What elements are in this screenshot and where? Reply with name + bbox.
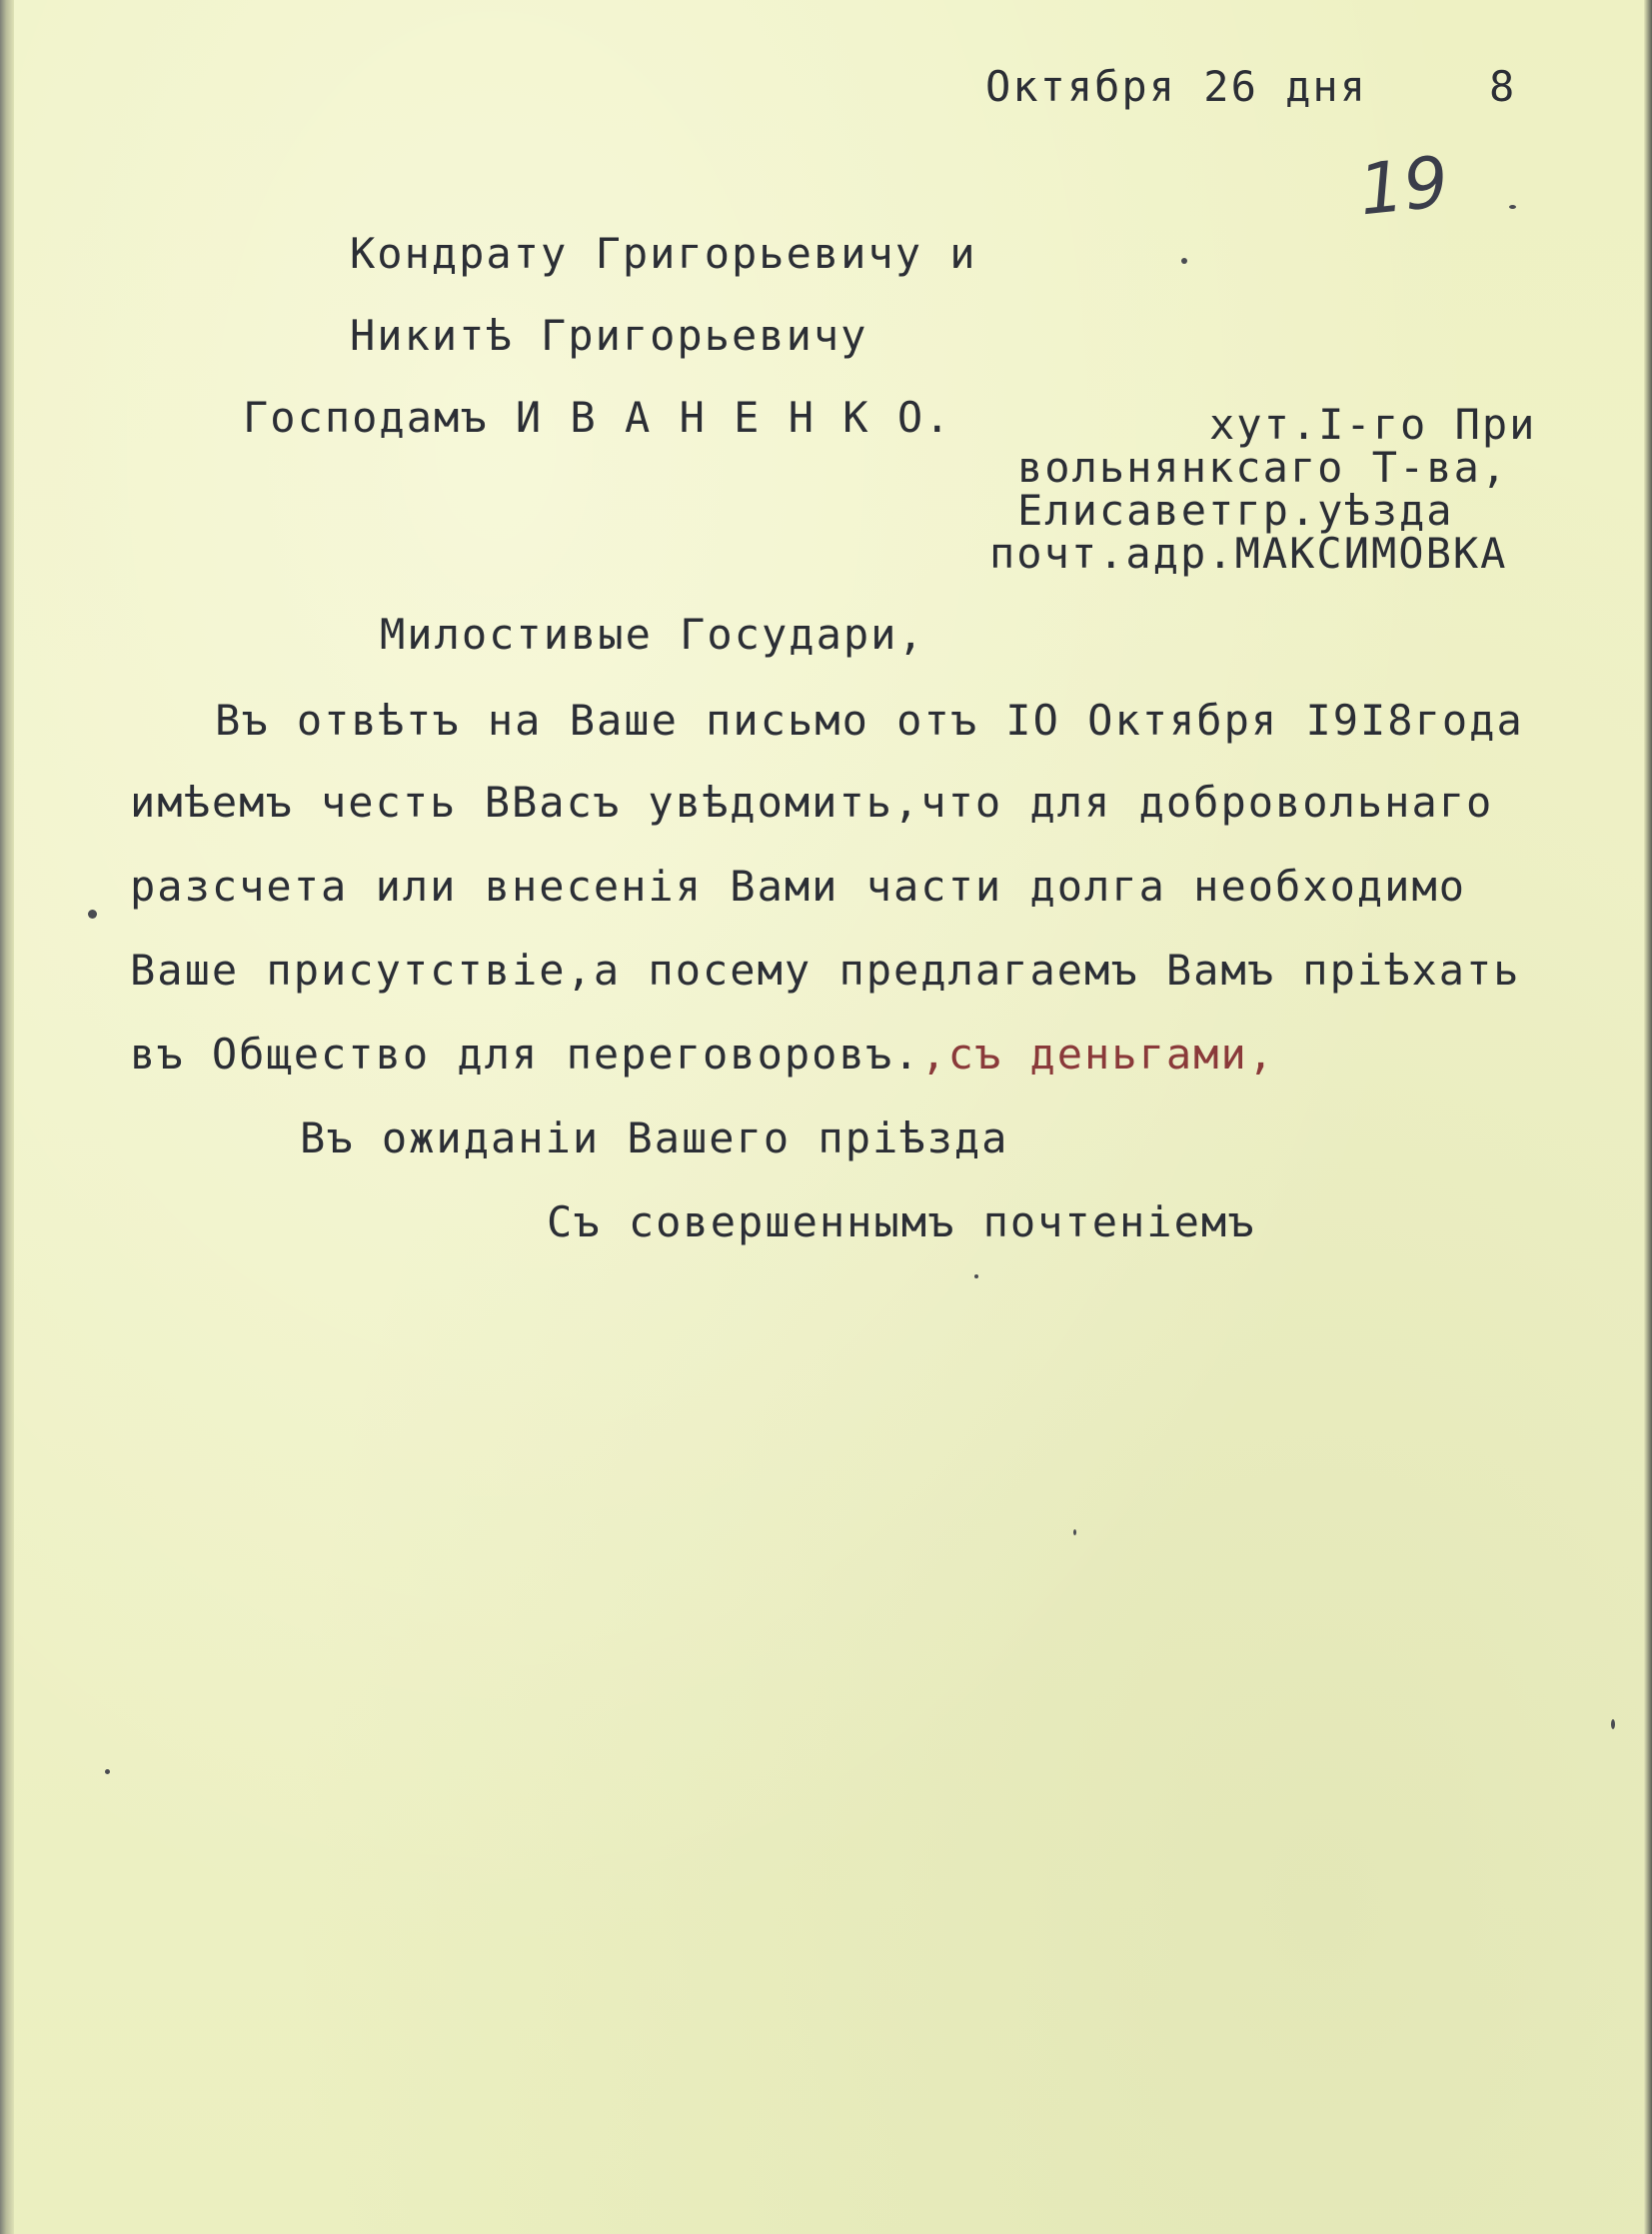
address-line-2: вольнянксаго Т-ва, bbox=[1017, 443, 1509, 492]
date-line: Октября 26 дня bbox=[985, 62, 1368, 111]
address-line-3: Елисаветгр.уѣзда bbox=[1017, 486, 1454, 535]
recipient-line-3: Господамъ И В А Н Е Н К О. bbox=[243, 393, 952, 442]
body-line-2: имѣемъ честь ВВасъ увѣдомить,что для добровольнаго bbox=[130, 778, 1494, 827]
paper-speck bbox=[1611, 1719, 1615, 1729]
closing-line-1: Въ ожиданіи Вашего пріѣзда bbox=[300, 1114, 1009, 1162]
body-line-3: разсчета или внесенія Вами части долга необходимо bbox=[130, 862, 1467, 911]
salutation: Милостивые Государи, bbox=[380, 610, 925, 659]
body-line-1: Въ отвѣтъ на Ваше письмо отъ IO Октября I9I8года bbox=[215, 696, 1524, 745]
binding-edge bbox=[0, 0, 14, 2234]
paper-speck bbox=[1073, 1529, 1076, 1535]
closing-line-2: Съ совершеннымъ почтеніемъ bbox=[547, 1197, 1256, 1246]
paper-speck bbox=[974, 1274, 978, 1278]
recipient-line-2: Никитѣ Григорьевичу bbox=[350, 311, 868, 360]
body-line-4: Ваше присутствіе,а посему предлагаемъ Вамъ пріѣхать bbox=[130, 946, 1521, 995]
address-line-4: почт.адр.МАКСИМОВКА bbox=[989, 529, 1508, 578]
recipient-line-1: Кондрату Григорьевичу и bbox=[350, 229, 977, 278]
paper-speck bbox=[1181, 258, 1187, 264]
body-line-5-text: въ Общество для переговоровъ. bbox=[130, 1030, 921, 1079]
paper-speck bbox=[1509, 205, 1516, 209]
paper-speck bbox=[105, 1769, 110, 1774]
body-line-5-insertion: ,съ деньгами, bbox=[920, 1030, 1276, 1079]
handwritten-folio-number: 19 bbox=[1354, 140, 1453, 232]
right-edge-shadow bbox=[1644, 0, 1652, 2234]
paper-speck bbox=[88, 910, 97, 919]
body-line-5 bbox=[130, 1030, 1276, 1079]
page-number: 8 bbox=[1489, 62, 1517, 111]
address-line-1: хут.I-го При bbox=[1209, 400, 1537, 449]
